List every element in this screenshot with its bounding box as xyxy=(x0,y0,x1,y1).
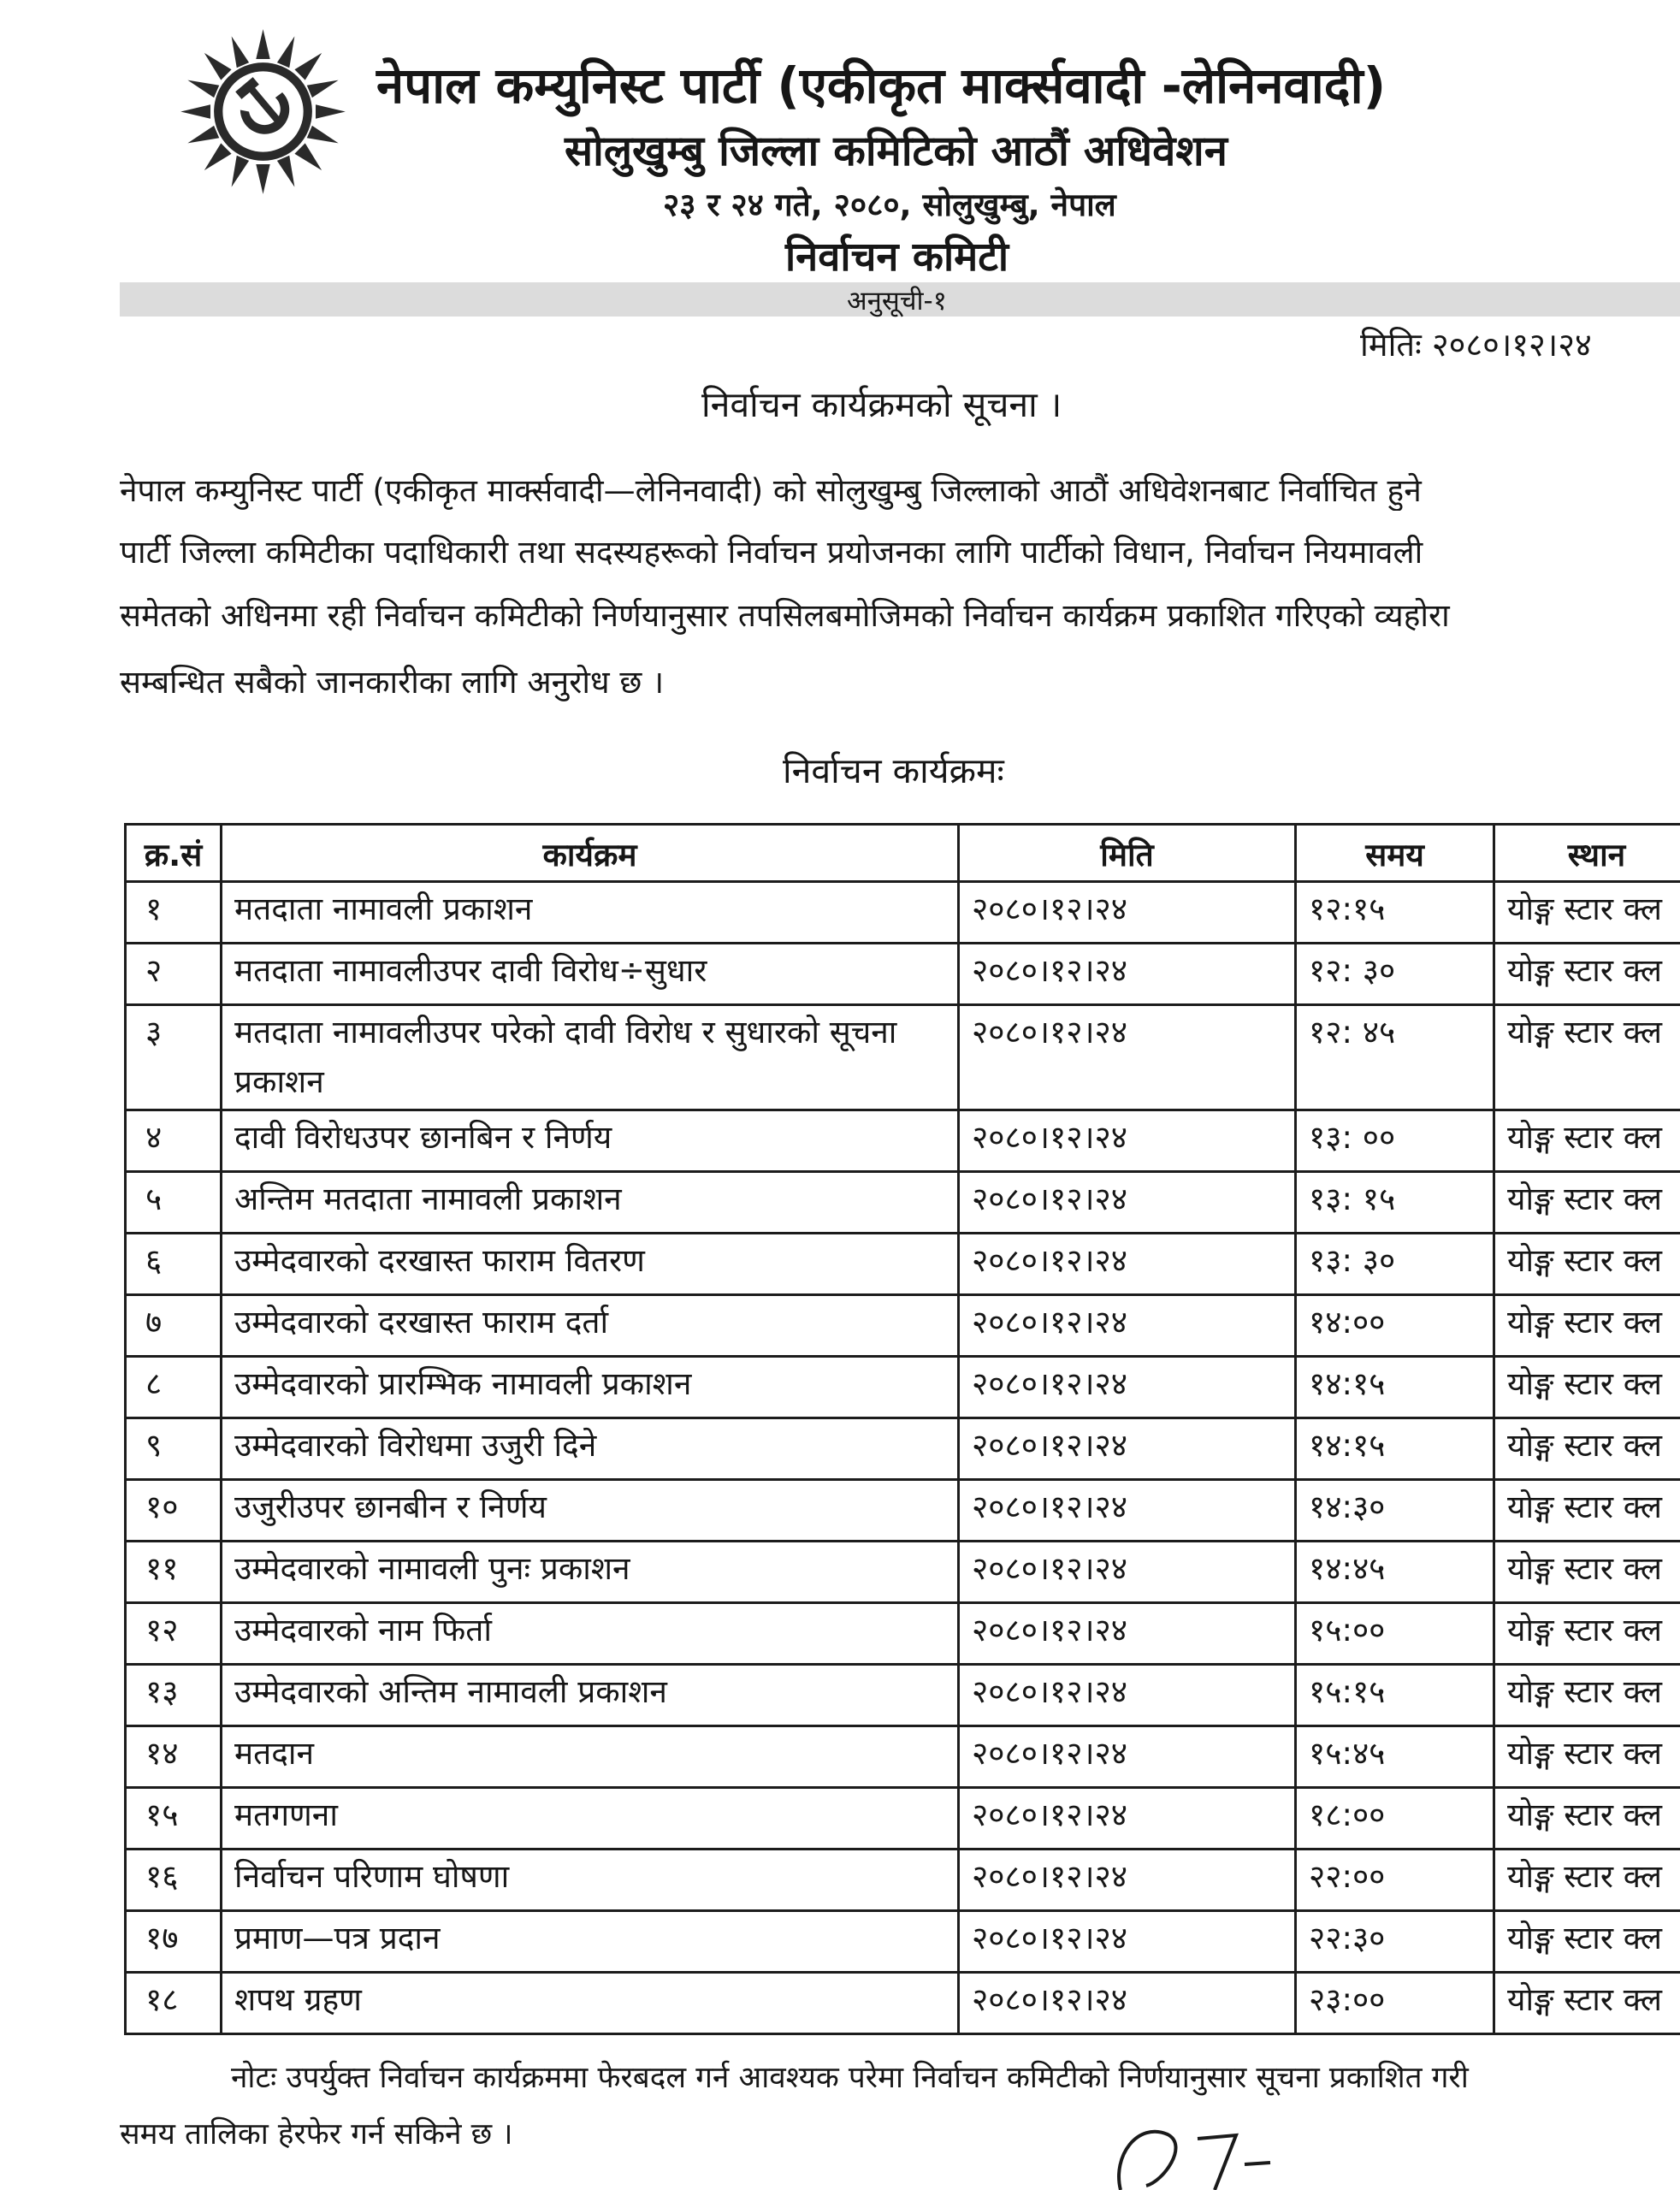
time-cell: १३: १५ xyxy=(1296,1172,1494,1234)
notice-title: निर्वाचन कार्यक्रमको सूचना । xyxy=(701,384,1062,425)
serial-cell: ४ xyxy=(126,1110,222,1172)
place-cell: योङ्ग स्टार क्ल xyxy=(1494,944,1680,1005)
serial-cell: १२ xyxy=(126,1603,222,1665)
table-row xyxy=(126,1788,1680,1850)
place-cell: योङ्ग स्टार क्ल xyxy=(1494,1110,1680,1172)
time-cell: २२:०० xyxy=(1296,1850,1494,1911)
note-line: नोटः उपर्युक्त निर्वाचन कार्यक्रममा फेरबदल गर्न आवश्यक परेमा निर्वाचन कमिटीको निर्णयानुसार सूचना प्रकाशित गरी xyxy=(231,2061,1469,2095)
program-cell: उम्मेदवारको अन्तिम नामावली प्रकाशन xyxy=(222,1665,959,1726)
serial-cell: ११ xyxy=(126,1542,222,1603)
place-cell: योङ्ग स्टार क्ल xyxy=(1494,882,1680,944)
place-cell: योङ्ग स्टार क्ल xyxy=(1494,1234,1680,1295)
time-cell: १४:१५ xyxy=(1296,1357,1494,1418)
program-cell: उम्मेदवारको दरखास्त फाराम दर्ता xyxy=(222,1295,959,1357)
date-cell: २०८०।१२।२४ xyxy=(959,1726,1296,1788)
paragraph-line: पार्टी जिल्ला कमिटीका पदाधिकारी तथा सदस्यहरूको निर्वाचन प्रयोजनका लागि पार्टीको विधान, निर्वाचन नियमावली xyxy=(120,534,1423,571)
time-cell: १४:१५ xyxy=(1296,1418,1494,1480)
program-cell: मतदान xyxy=(222,1726,959,1788)
election-schedule-table xyxy=(124,823,1680,2035)
program-cell: उम्मेदवारको नामावली पुनः प्रकाशन xyxy=(222,1542,959,1603)
note-line: समय तालिका हेरफेर गर्न सकिने छ । xyxy=(120,2117,513,2152)
annex-label: अनुसूची-१ xyxy=(847,286,947,317)
program-title: निर्वाचन कार्यक्रमः xyxy=(783,750,1004,791)
program-cell: दावी विरोधउपर छानबिन र निर्णय xyxy=(222,1110,959,1172)
table-header-row xyxy=(126,825,1680,882)
date-cell: २०८०।१२।२४ xyxy=(959,1665,1296,1726)
table-row xyxy=(126,944,1680,1005)
place-cell: योङ्ग स्टार क्ल xyxy=(1494,1295,1680,1357)
serial-cell: ५ xyxy=(126,1172,222,1234)
time-cell: १५:४५ xyxy=(1296,1726,1494,1788)
date-cell: २०८०।१२।२४ xyxy=(959,1295,1296,1357)
place-cell: योङ्ग स्टार क्ल xyxy=(1494,1973,1680,2034)
program-cell: मतगणना xyxy=(222,1788,959,1850)
program-cell: निर्वाचन परिणाम घोषणा xyxy=(222,1850,959,1911)
time-cell: २२:३० xyxy=(1296,1911,1494,1973)
program-cell: उम्मेदवारको प्रारम्भिक नामावली प्रकाशन xyxy=(222,1357,959,1418)
table-row xyxy=(126,1110,1680,1172)
time-cell: १५:०० xyxy=(1296,1603,1494,1665)
time-cell: १४:३० xyxy=(1296,1480,1494,1542)
program-cell: प्रमाण—पत्र प्रदान xyxy=(222,1911,959,1973)
table-row xyxy=(126,882,1680,944)
program-cell: मतदाता नामावलीउपर परेको दावी विरोध र सुधारको सूचना प्रकाशन xyxy=(222,1005,959,1110)
time-cell: १३: ०० xyxy=(1296,1110,1494,1172)
date-cell: २०८०।१२।२४ xyxy=(959,1973,1296,2034)
date-cell: २०८०।१२।२४ xyxy=(959,882,1296,944)
place-cell: योङ्ग स्टार क्ल xyxy=(1494,1357,1680,1418)
paragraph-line: नेपाल कम्युनिस्ट पार्टी (एकीकृत मार्क्सवादी—लेनिनवादी) को सोलुखुम्बु जिल्लाको आठौं अधिवेशनबाट निर्वाचित हुने xyxy=(120,472,1422,509)
table-row xyxy=(126,1911,1680,1973)
serial-cell: ७ xyxy=(126,1295,222,1357)
place-cell: योङ्ग स्टार क्ल xyxy=(1494,1665,1680,1726)
place-cell: योङ्ग स्टार क्ल xyxy=(1494,1850,1680,1911)
place-cell: योङ्ग स्टार क्ल xyxy=(1494,1911,1680,1973)
place-cell: योङ्ग स्टार क्ल xyxy=(1494,1788,1680,1850)
place-cell: योङ्ग स्टार क्ल xyxy=(1494,1005,1680,1110)
header-program: कार्यक्रम xyxy=(222,825,959,882)
header-place: स्थान xyxy=(1494,825,1680,882)
table-row xyxy=(126,1973,1680,2034)
signature-icon xyxy=(1086,2104,1343,2190)
serial-cell: १४ xyxy=(126,1726,222,1788)
serial-cell: १० xyxy=(126,1480,222,1542)
table-row xyxy=(126,1005,1680,1110)
date-cell: २०८०।१२।२४ xyxy=(959,1418,1296,1480)
table-row xyxy=(126,1850,1680,1911)
program-cell: उजुरीउपर छानबीन र निर्णय xyxy=(222,1480,959,1542)
date-cell: २०८०।१२।२४ xyxy=(959,1603,1296,1665)
serial-cell: १६ xyxy=(126,1850,222,1911)
table-body xyxy=(126,882,1680,2034)
table-row xyxy=(126,1295,1680,1357)
serial-cell: ८ xyxy=(126,1357,222,1418)
table-row xyxy=(126,1665,1680,1726)
time-cell: १४:४५ xyxy=(1296,1542,1494,1603)
party-name-heading: नेपाल कम्युनिस्ट पार्टी (एकीकृत मार्क्सवादी -लेनिनवादी) xyxy=(376,56,1387,115)
serial-cell: १७ xyxy=(126,1911,222,1973)
program-cell: उम्मेदवारको विरोधमा उजुरी दिने xyxy=(222,1418,959,1480)
program-cell: उम्मेदवारको दरखास्त फाराम वितरण xyxy=(222,1234,959,1295)
serial-cell: १३ xyxy=(126,1665,222,1726)
time-cell: १८:०० xyxy=(1296,1788,1494,1850)
header-time: समय xyxy=(1296,825,1494,882)
date-cell: २०८०।१२।२४ xyxy=(959,1005,1296,1110)
table-row xyxy=(126,1172,1680,1234)
time-cell: १२:१५ xyxy=(1296,882,1494,944)
serial-cell: १५ xyxy=(126,1788,222,1850)
serial-cell: ३ xyxy=(126,1005,222,1110)
place-cell: योङ्ग स्टार क्ल xyxy=(1494,1603,1680,1665)
time-cell: १५:१५ xyxy=(1296,1665,1494,1726)
party-emblem-icon xyxy=(175,24,351,199)
serial-cell: १ xyxy=(126,882,222,944)
table-row xyxy=(126,1418,1680,1480)
date-cell: २०८०।१२।२४ xyxy=(959,944,1296,1005)
table-row xyxy=(126,1542,1680,1603)
serial-cell: १८ xyxy=(126,1973,222,2034)
header-date: मिति xyxy=(959,825,1296,882)
date-cell: २०८०।१२।२४ xyxy=(959,1357,1296,1418)
convention-heading: सोलुखुम्बु जिल्ला कमिटिको आठौं अधिवेशन xyxy=(565,127,1227,175)
table-row xyxy=(126,1726,1680,1788)
time-cell: १२: ४५ xyxy=(1296,1005,1494,1110)
program-cell: मतदाता नामावलीउपर दावी विरोध÷सुधार xyxy=(222,944,959,1005)
table-row xyxy=(126,1234,1680,1295)
paragraph-line: समेतको अधिनमा रही निर्वाचन कमिटीको निर्णयानुसार तपसिलबमोजिमको निर्वाचन कार्यक्रम प्रकाशित गरिएको व्यहोरा xyxy=(120,597,1450,634)
place-cell: योङ्ग स्टार क्ल xyxy=(1494,1726,1680,1788)
program-cell: अन्तिम मतदाता नामावली प्रकाशन xyxy=(222,1172,959,1234)
serial-cell: ९ xyxy=(126,1418,222,1480)
table-row xyxy=(126,1603,1680,1665)
date-cell: २०८०।१२।२४ xyxy=(959,1110,1296,1172)
place-cell: योङ्ग स्टार क्ल xyxy=(1494,1418,1680,1480)
paragraph-line: सम्बन्धित सबैको जानकारीका लागि अनुरोध छ । xyxy=(120,664,665,701)
header-serial: क्र.सं xyxy=(126,825,222,882)
serial-cell: २ xyxy=(126,944,222,1005)
date-cell: २०८०।१२।२४ xyxy=(959,1480,1296,1542)
place-cell: योङ्ग स्टार क्ल xyxy=(1494,1172,1680,1234)
table-row xyxy=(126,1357,1680,1418)
dates-place-line: २३ र २४ गते, २०८०, सोलुखुम्बु, नेपाल xyxy=(663,186,1116,223)
time-cell: १२: ३० xyxy=(1296,944,1494,1005)
program-cell: शपथ ग्रहण xyxy=(222,1973,959,2034)
program-cell: उम्मेदवारको नाम फिर्ता xyxy=(222,1603,959,1665)
date-cell: २०८०।१२।२४ xyxy=(959,1234,1296,1295)
program-cell: मतदाता नामावली प्रकाशन xyxy=(222,882,959,944)
place-cell: योङ्ग स्टार क्ल xyxy=(1494,1542,1680,1603)
table-row xyxy=(126,1480,1680,1542)
time-cell: १३: ३० xyxy=(1296,1234,1494,1295)
committee-heading: निर्वाचन कमिटी xyxy=(785,234,1009,281)
date-cell: २०८०।१२।२४ xyxy=(959,1911,1296,1973)
time-cell: २३:०० xyxy=(1296,1973,1494,2034)
notice-date: मितिः २०८०।१२।२४ xyxy=(1360,326,1592,364)
date-cell: २०८०।१२।२४ xyxy=(959,1172,1296,1234)
date-cell: २०८०।१२।२४ xyxy=(959,1850,1296,1911)
date-cell: २०८०।१२।२४ xyxy=(959,1788,1296,1850)
place-cell: योङ्ग स्टार क्ल xyxy=(1494,1480,1680,1542)
serial-cell: ६ xyxy=(126,1234,222,1295)
time-cell: १४:०० xyxy=(1296,1295,1494,1357)
date-cell: २०८०।१२।२४ xyxy=(959,1542,1296,1603)
